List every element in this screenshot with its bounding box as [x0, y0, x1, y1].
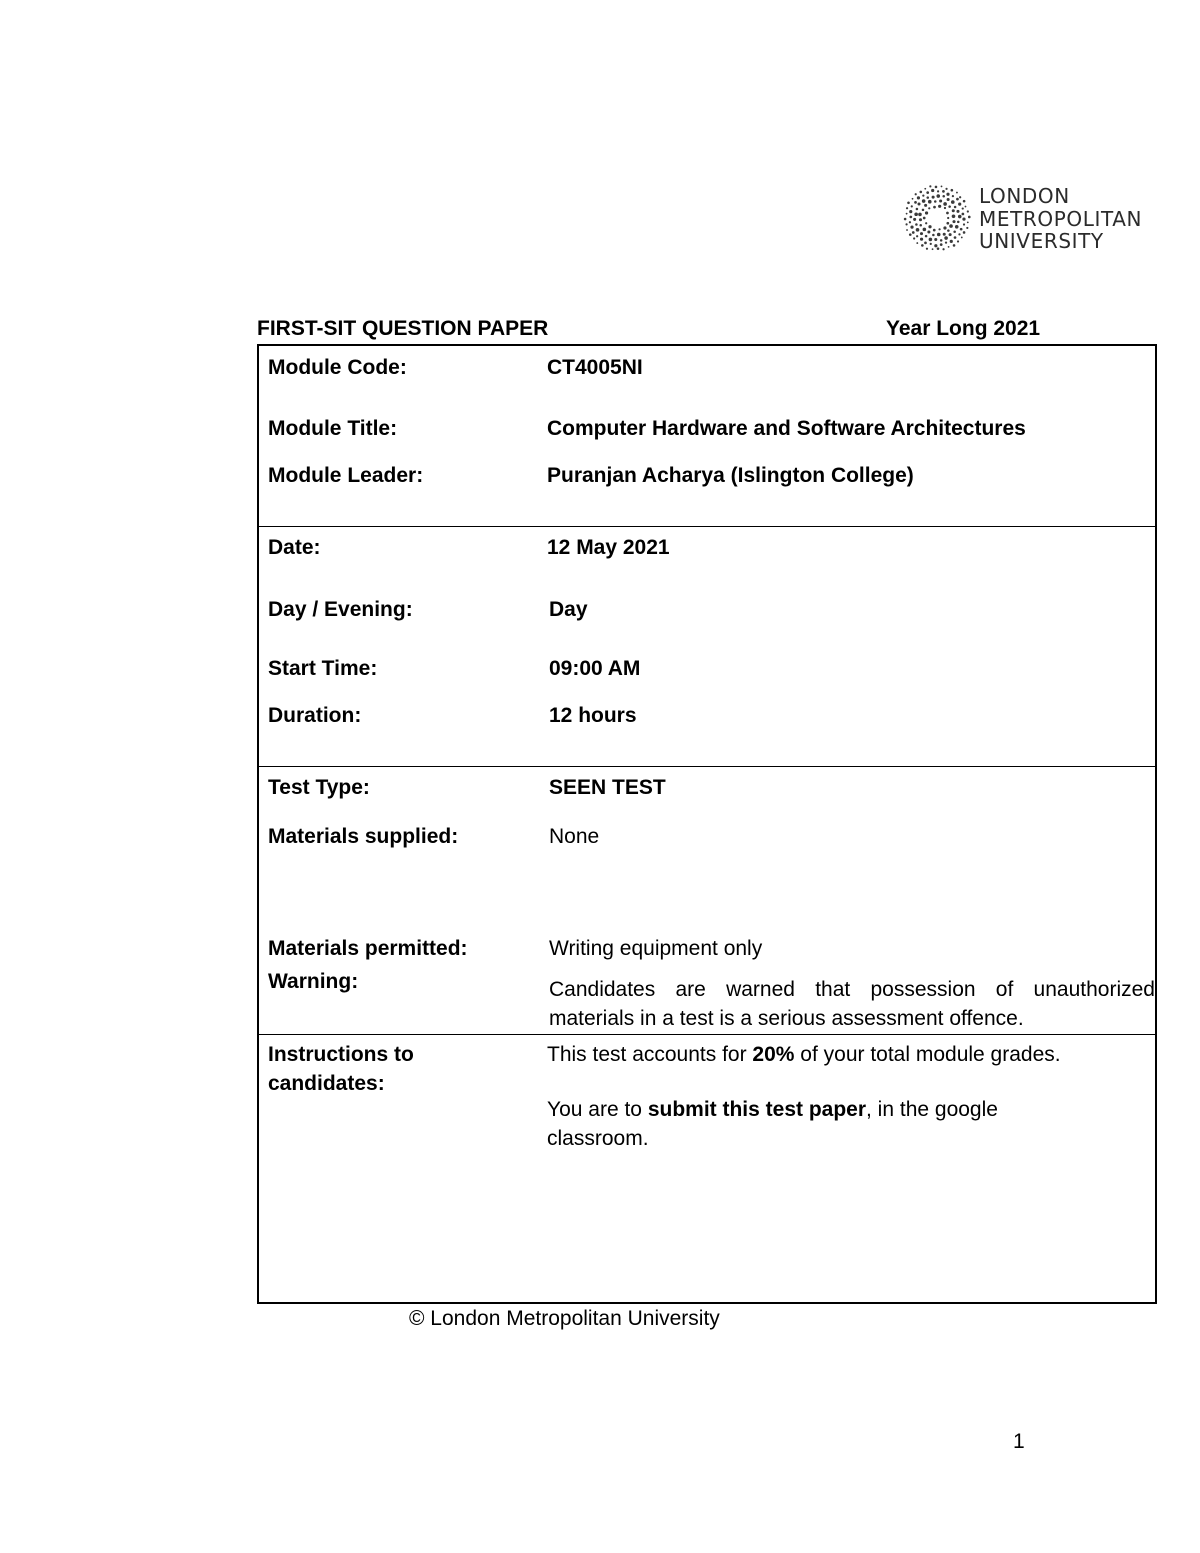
date-label: Date: [268, 536, 321, 559]
section-divider [259, 1034, 1155, 1035]
test-type-value: SEEN TEST [549, 776, 666, 799]
logo-line-3: UNIVERSITY [979, 229, 1104, 253]
exam-details-table [257, 344, 1157, 1304]
logo-line-2: METROPOLITAN [979, 206, 1143, 231]
instructions-label-line-2: candidates: [268, 1072, 385, 1095]
warning-label: Warning: [268, 970, 359, 993]
instruction-paragraph-2 [547, 1095, 1077, 1153]
duration-value: 12 hours [549, 704, 637, 727]
materials-permitted-label: Materials permitted: [268, 937, 468, 960]
module-title-label: Module Title: [268, 417, 398, 440]
dot-ring-logo-icon [903, 184, 971, 252]
logo-line-1: LONDON [979, 184, 1070, 208]
section-divider [259, 526, 1155, 527]
instruction-1-text-end: of your total module grades. [794, 1043, 1061, 1066]
section-divider [259, 766, 1155, 767]
module-code-value: CT4005NI [547, 356, 643, 379]
instruction-2-text-end: , in the google classroom. [547, 1098, 998, 1150]
instruction-paragraph-1 [547, 1040, 1061, 1069]
module-code-label: Module Code: [268, 356, 407, 379]
module-title-value: Computer Hardware and Software Architectures [547, 417, 1026, 440]
copyright-notice: © London Metropolitan University [409, 1307, 720, 1330]
materials-supplied-label: Materials supplied: [268, 825, 459, 848]
duration-label: Duration: [268, 704, 362, 727]
test-type-label: Test Type: [268, 776, 370, 799]
start-time-value: 09:00 AM [549, 657, 641, 680]
warning-text: Candidates are warned that possession of unauthorized materials in a test is a serious assessment offence. [549, 978, 1155, 1030]
materials-supplied-value: None [549, 825, 600, 848]
day-evening-label: Day / Evening: [268, 598, 413, 621]
instructions-label-line-1: Instructions to [268, 1043, 414, 1066]
paper-type-heading: FIRST-SIT QUESTION PAPER [257, 317, 549, 340]
module-leader-label: Module Leader: [268, 464, 424, 487]
instruction-1-emphasis: 20% [752, 1043, 795, 1066]
session-heading: Year Long 2021 [886, 317, 1041, 340]
date-value: 12 May 2021 [547, 536, 670, 559]
materials-permitted-value: Writing equipment only [549, 937, 763, 960]
logo-wordmark [979, 185, 1142, 253]
instruction-2-text: You are to [547, 1098, 648, 1121]
page-number: 1 [1013, 1430, 1025, 1453]
module-leader-value: Puranjan Acharya (Islington College) [547, 464, 914, 487]
day-evening-value: Day [549, 598, 588, 621]
university-logo [903, 184, 1173, 254]
start-time-label: Start Time: [268, 657, 378, 680]
instruction-2-emphasis: submit this test paper [647, 1098, 867, 1121]
instructions-label [268, 1040, 414, 1098]
instruction-1-text: This test accounts for [547, 1043, 753, 1066]
